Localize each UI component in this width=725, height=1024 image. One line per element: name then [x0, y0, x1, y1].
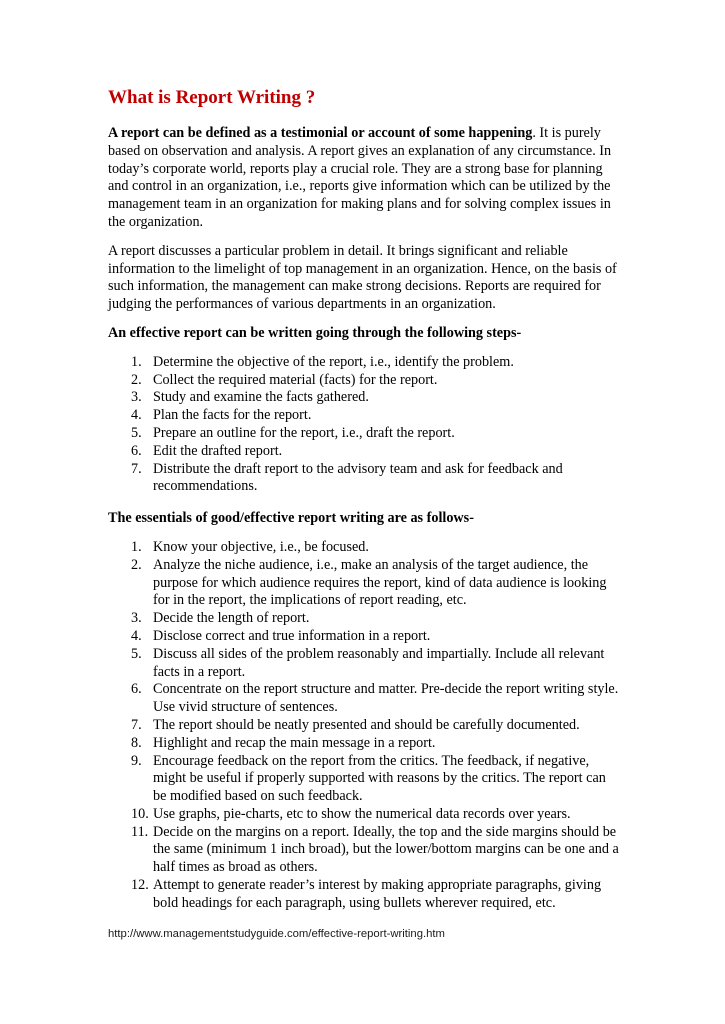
- list-item: [131, 425, 620, 443]
- list-item-number: 4.: [131, 627, 142, 644]
- list-item-number: 2.: [131, 371, 142, 388]
- list-item-number: 9.: [131, 752, 142, 769]
- list-item: [131, 717, 620, 735]
- list-item-text: Plan the facts for the report.: [153, 407, 312, 424]
- list-item-text: Collect the required material (facts) for the report.: [153, 371, 438, 388]
- list-item-text: Analyze the niche audience, i.e., make an analysis of the target audience, the purpose for which audience requires the report, kind of data audience is looking for in the report, the implications of report reading, etc.: [153, 556, 607, 609]
- list-item: [131, 735, 620, 753]
- list-item-text: Concentrate on the report structure and matter. Pre-decide the report writing style. Use vivid structure of sentences.: [153, 681, 619, 716]
- list-item-text: Attempt to generate reader’s interest by making appropriate paragraphs, giving bold headings for each paragraph, using bullets wherever required, etc.: [153, 877, 602, 911]
- list-item-number: 4.: [131, 407, 142, 424]
- list-item: [131, 753, 620, 806]
- list-item-number: 6.: [131, 681, 142, 698]
- list-item-text: Use graphs, pie-charts, etc to show the numerical data records over years.: [153, 805, 571, 822]
- list-item: [131, 354, 620, 372]
- list-item: [131, 646, 620, 682]
- list-item-number: 7.: [131, 460, 142, 477]
- steps-list: [108, 354, 620, 496]
- paragraph-report-discusses: A report discusses a particular problem in detail. It brings significant and reliable information to the limelight of top management in an organization. Hence, on the basis of such information, the management can make strong decisions. Reports are required for judging the performances of various departments in an organization.: [108, 242, 617, 313]
- list-item-number: 5.: [131, 424, 142, 441]
- list-item-text: Distribute the draft report to the advisory team and ask for feedback and recommendations.: [153, 460, 563, 495]
- list-item: [131, 824, 620, 877]
- list-item-number: 2.: [131, 556, 142, 573]
- list-item-number: 11.: [131, 823, 149, 840]
- list-item-text: Disclose correct and true information in a report.: [153, 627, 431, 644]
- list-item-number: 5.: [131, 645, 142, 662]
- intro-paragraph: [108, 125, 620, 232]
- list-item-text: Know your objective, i.e., be focused.: [153, 538, 369, 555]
- list-item: [131, 407, 620, 425]
- list-item-number: 10.: [131, 805, 149, 822]
- list-item-number: 3.: [131, 610, 142, 627]
- list-item: [131, 389, 620, 407]
- list-item-number: 6.: [131, 442, 142, 459]
- list-item-text: Decide the length of report.: [153, 610, 310, 627]
- list-item-text: Highlight and recap the main message in a report.: [153, 734, 436, 751]
- list-item: [131, 443, 620, 461]
- intro-lead-rest: . It is purely based on observation and analysis. A report gives an explanation of any circumstance. In today’s corporate world, reports play a crucial role. They are a strong base for planning and control in an organization, i.e., reports give information which can be utilized by the management team in an organization for making plans and for solving complex issues in the organization.: [108, 125, 612, 230]
- list-item-text: Prepare an outline for the report, i.e., draft the report.: [153, 424, 455, 441]
- list-item-text: The report should be neatly presented and should be carefully documented.: [153, 716, 580, 733]
- steps-section-heading: An effective report can be written going through the following steps-: [108, 324, 522, 341]
- list-item: [131, 539, 620, 557]
- essentials-section-heading: The essentials of good/effective report writing are as follows-: [108, 510, 474, 527]
- list-item: [131, 461, 620, 497]
- list-item: [131, 681, 620, 717]
- list-item: [131, 628, 620, 646]
- list-item: [131, 372, 620, 390]
- list-item: [131, 877, 620, 913]
- source-url: http://www.managementstudyguide.com/effective-report-writing.htm: [108, 927, 445, 940]
- list-item-number: 1.: [131, 538, 142, 555]
- list-item-text: Determine the objective of the report, i.e., identify the problem.: [153, 353, 514, 370]
- list-item: [131, 610, 620, 628]
- list-item-text: Encourage feedback on the report from the critics. The feedback, if negative, might be useful if properly supported with reasons by the critics. The report can be modified based on such feedback.: [153, 752, 606, 805]
- list-item-number: 8.: [131, 734, 142, 751]
- list-item-number: 12.: [131, 877, 149, 894]
- list-item-text: Decide on the margins on a report. Ideally, the top and the side margins should be the same (minimum 1 inch broad), but the lower/bottom margins can be one and a half times as broad as others.: [153, 823, 619, 876]
- list-item-number: 3.: [131, 389, 142, 406]
- intro-lead-bold: A report can be defined as a testimonial or account of some happening: [108, 125, 533, 141]
- list-item: [131, 557, 620, 610]
- page-title: What is Report Writing ?: [108, 87, 316, 108]
- list-item-text: Study and examine the facts gathered.: [153, 389, 369, 406]
- list-item-text: Discuss all sides of the problem reasonably and impartially. Include all relevant facts in a report.: [153, 645, 605, 680]
- list-item-number: 7.: [131, 716, 142, 733]
- list-item-number: 1.: [131, 353, 142, 370]
- list-item: [131, 806, 620, 824]
- essentials-list: [108, 539, 620, 913]
- list-item-text: Edit the drafted report.: [153, 442, 283, 459]
